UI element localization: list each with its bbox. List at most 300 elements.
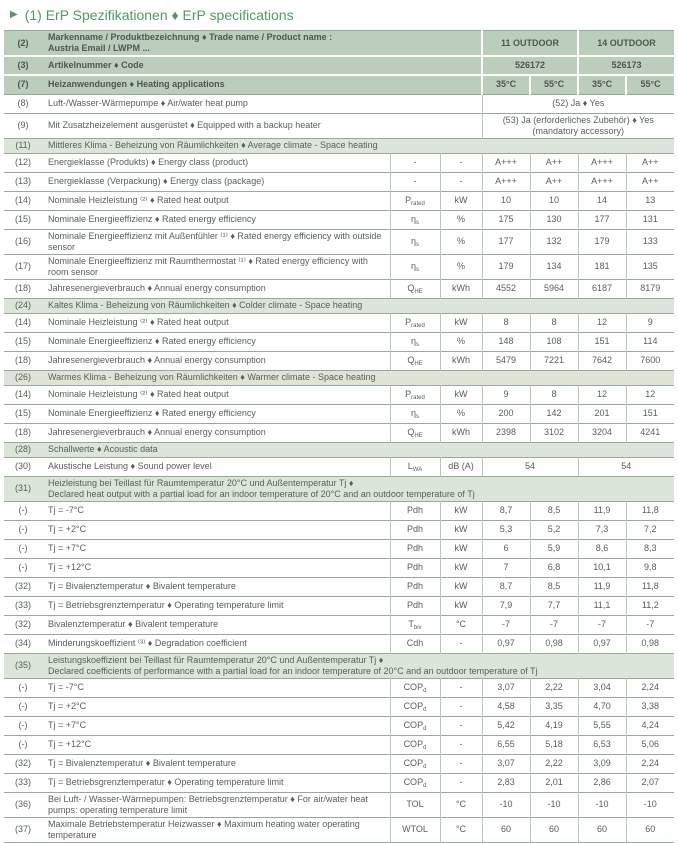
- value-cell: 4,70: [578, 697, 626, 716]
- section-row: [4, 476, 674, 501]
- value-cell: (53) Ja (erforderliches Zubehör) ♦ Yes (mandatory accessory): [482, 113, 674, 138]
- row-number: (15): [14, 408, 31, 418]
- value-cell: A++: [626, 153, 674, 172]
- row-description: Jahresenergieverbrauch ♦ Annual energy consumption: [48, 427, 266, 437]
- row-number: (2): [17, 37, 29, 48]
- table-row: [4, 423, 674, 442]
- row-number: (-): [18, 720, 28, 730]
- row-number: (11): [15, 140, 31, 150]
- table-row: [4, 596, 674, 615]
- value-cell: 142: [530, 404, 578, 423]
- row-description: Tj = -7°C: [48, 682, 84, 692]
- value-cell: (52) Ja ♦ Yes: [482, 94, 674, 113]
- value-cell: 2,01: [530, 773, 578, 792]
- symbol-cell: TOL: [390, 792, 440, 817]
- value-cell: 3102: [530, 423, 578, 442]
- table-row: [4, 191, 674, 210]
- table-row: [4, 520, 674, 539]
- unit-cell: °C: [440, 817, 482, 842]
- unit-cell: kW: [440, 596, 482, 615]
- table-row: [4, 501, 674, 520]
- value-cell: 5,18: [530, 735, 578, 754]
- symbol-cell: Pdh: [390, 520, 440, 539]
- unit-cell: °C: [440, 792, 482, 817]
- section-row: [4, 298, 674, 313]
- value-cell: -10: [626, 792, 674, 817]
- value-cell: A++: [530, 172, 578, 191]
- table-row: [4, 94, 674, 113]
- row-number: (18): [14, 283, 31, 293]
- spec-table-body: [4, 31, 674, 843]
- table-row: [4, 539, 674, 558]
- section-title: Kaltes Klima - Beheizung von Räumlichkeiten ♦ Colder climate - Space heating: [48, 300, 363, 310]
- row-description: Luft-/Wasser-Wärmepumpe ♦ Air/water heat pump: [48, 98, 248, 108]
- value-cell: 3,07: [482, 678, 530, 697]
- value-cell: 4241: [626, 423, 674, 442]
- value-cell: 12: [626, 385, 674, 404]
- value-cell: A++: [530, 153, 578, 172]
- row-number: (32): [14, 581, 31, 591]
- value-cell: 4,24: [626, 716, 674, 735]
- table-row: [4, 773, 674, 792]
- value-cell: 11,9: [578, 501, 626, 520]
- row-description: Tj = -7°C: [48, 505, 84, 515]
- row-description: Tj = +12°C: [48, 562, 92, 572]
- unit-cell: kWh: [440, 423, 482, 442]
- row-number: (14): [14, 389, 31, 399]
- value-cell: 177: [578, 210, 626, 229]
- row-number: (12): [14, 157, 31, 167]
- value-cell: 131: [626, 210, 674, 229]
- row-description: Energieklasse (Verpackung) ♦ Energy class (package): [48, 176, 265, 186]
- unit-cell: kW: [440, 558, 482, 577]
- row-number: (32): [14, 619, 31, 629]
- row-number: (9): [17, 120, 29, 130]
- row-number: (33): [14, 777, 31, 787]
- row-number: (30): [14, 461, 31, 471]
- table-row: [4, 735, 674, 754]
- value-cell: 60: [626, 817, 674, 842]
- table-row: [4, 457, 674, 476]
- row-number: (-): [18, 682, 28, 692]
- value-cell: 133: [626, 229, 674, 254]
- value-cell: 2,22: [530, 678, 578, 697]
- row-number: (7): [17, 79, 29, 90]
- row-number: (-): [18, 505, 28, 515]
- value-cell: 35°C: [578, 75, 626, 94]
- table-row: [4, 817, 674, 842]
- table-row: [4, 634, 674, 653]
- value-cell: 175: [482, 210, 530, 229]
- value-cell: 8,6: [578, 539, 626, 558]
- table-row: [4, 792, 674, 817]
- symbol-cell: Pdh: [390, 501, 440, 520]
- value-cell: 3,09: [578, 754, 626, 773]
- unit-cell: -: [440, 735, 482, 754]
- value-cell: 526173: [578, 56, 674, 75]
- unit-cell: kW: [440, 520, 482, 539]
- table-row: [4, 697, 674, 716]
- value-cell: 2,24: [626, 754, 674, 773]
- row-description: Minderungskoeffizient ⁽³⁾ ♦ Degradation coefficient: [48, 638, 247, 648]
- table-row: [4, 678, 674, 697]
- row-description: Nominale Heizleistung ⁽²⁾ ♦ Rated heat output: [48, 317, 229, 327]
- value-cell: 0,98: [626, 634, 674, 653]
- table-row: [4, 279, 674, 298]
- value-cell: 3,04: [578, 678, 626, 697]
- table-row: [4, 75, 674, 94]
- section-title: Mittleres Klima - Beheizung von Räumlichkeiten ♦ Average climate - Space heating: [48, 140, 378, 150]
- row-description: Tj = +12°C: [48, 739, 92, 749]
- value-cell: 9: [482, 385, 530, 404]
- value-cell: 12: [578, 385, 626, 404]
- value-cell: 5479: [482, 351, 530, 370]
- row-number: (28): [14, 444, 31, 454]
- value-cell: -10: [578, 792, 626, 817]
- row-description: Nominale Energieeffizienz mit Raumthermostat ⁽¹⁾ ♦ Rated energy efficiency with room sensor: [48, 255, 368, 277]
- symbol-cell: $\eta_s$: [390, 332, 440, 351]
- table-row: [4, 754, 674, 773]
- value-cell: 201: [578, 404, 626, 423]
- value-cell: 2,07: [626, 773, 674, 792]
- row-description: Nominale Energieeffizienz ♦ Rated energy efficiency: [48, 336, 256, 346]
- row-number: (14): [14, 195, 31, 205]
- symbol-cell: Pdh: [390, 577, 440, 596]
- row-number: (18): [14, 427, 31, 437]
- row-number: (15): [14, 336, 31, 346]
- symbol-cell: $COP_d$: [390, 716, 440, 735]
- page-title-text: (1) ErP Spezifikationen ♦ ErP specifications: [24, 7, 294, 23]
- section-title: Warmes Klima - Beheizung von Räumlichkeiten ♦ Warmer climate - Space heating: [48, 372, 376, 382]
- unit-cell: dB (A): [440, 457, 482, 476]
- value-cell: 10: [530, 191, 578, 210]
- value-cell: 6,8: [530, 558, 578, 577]
- value-cell: 11,9: [578, 577, 626, 596]
- value-cell: 0,97: [482, 634, 530, 653]
- row-number: (14): [14, 317, 31, 327]
- table-row: [4, 229, 674, 254]
- value-cell: 148: [482, 332, 530, 351]
- row-description: Maximale Betriebstemperatur Heizwasser ♦ Maximum heating water operating temperature: [48, 818, 360, 840]
- value-cell: -10: [482, 792, 530, 817]
- value-cell: 8,5: [530, 577, 578, 596]
- section-row: [4, 653, 674, 678]
- symbol-cell: Pdh: [390, 539, 440, 558]
- unit-cell: kW: [440, 385, 482, 404]
- section-row: [4, 442, 674, 457]
- value-cell: 8179: [626, 279, 674, 298]
- value-cell: 11,2: [626, 596, 674, 615]
- value-cell: 7600: [626, 351, 674, 370]
- value-cell: 54: [578, 457, 674, 476]
- row-description: Tj = Bivalenztemperatur ♦ Bivalent temperature: [48, 581, 236, 591]
- row-number: (18): [14, 355, 31, 365]
- value-cell: 55°C: [626, 75, 674, 94]
- unit-cell: -: [440, 716, 482, 735]
- unit-cell: %: [440, 210, 482, 229]
- value-cell: -10: [530, 792, 578, 817]
- value-cell: 9: [626, 313, 674, 332]
- symbol-cell: Cdh: [390, 634, 440, 653]
- value-cell: 7,3: [578, 520, 626, 539]
- triangle-bullet-icon: ▶: [10, 9, 18, 20]
- row-description: Jahresenergieverbrauch ♦ Annual energy consumption: [48, 355, 266, 365]
- row-description: Nominale Energieeffizienz ♦ Rated energy efficiency: [48, 214, 256, 224]
- symbol-cell: $\eta_s$: [390, 210, 440, 229]
- value-cell: 10: [482, 191, 530, 210]
- unit-cell: kW: [440, 313, 482, 332]
- row-number: (24): [14, 300, 31, 310]
- value-cell: 14: [578, 191, 626, 210]
- row-description: Tj = +2°C: [48, 524, 87, 534]
- row-number: (35): [14, 660, 31, 670]
- value-cell: 10,1: [578, 558, 626, 577]
- table-row: [4, 113, 674, 138]
- unit-cell: %: [440, 254, 482, 279]
- unit-cell: %: [440, 404, 482, 423]
- unit-cell: -: [440, 153, 482, 172]
- symbol-cell: $\eta_s$: [390, 254, 440, 279]
- row-number: (13): [14, 176, 31, 186]
- row-number: (31): [14, 483, 31, 493]
- unit-cell: -: [440, 634, 482, 653]
- row-number: (26): [14, 372, 31, 382]
- erp-spec-table: [4, 30, 674, 843]
- value-cell: A+++: [482, 172, 530, 191]
- value-cell: 132: [530, 229, 578, 254]
- value-cell: 135: [626, 254, 674, 279]
- value-cell: 8,3: [626, 539, 674, 558]
- value-cell: 6: [482, 539, 530, 558]
- value-cell: A+++: [578, 153, 626, 172]
- value-cell: 3,35: [530, 697, 578, 716]
- table-row: [4, 153, 674, 172]
- value-cell: A++: [626, 172, 674, 191]
- value-cell: 7,7: [530, 596, 578, 615]
- table-row: [4, 716, 674, 735]
- symbol-cell: $COP_d$: [390, 735, 440, 754]
- value-cell: 4,58: [482, 697, 530, 716]
- table-row: [4, 56, 674, 75]
- symbol-cell: Pdh: [390, 596, 440, 615]
- value-cell: 60: [482, 817, 530, 842]
- symbol-cell: $Q_{HE}$: [390, 351, 440, 370]
- row-number: (33): [14, 600, 31, 610]
- unit-cell: kW: [440, 501, 482, 520]
- value-cell: 177: [482, 229, 530, 254]
- table-row: [4, 332, 674, 351]
- row-description: Bivalenztemperatur ♦ Bivalent temperature: [48, 619, 219, 629]
- table-row: [4, 351, 674, 370]
- value-cell: 108: [530, 332, 578, 351]
- row-number: (32): [14, 758, 31, 768]
- symbol-cell: $P_{rated}$: [390, 313, 440, 332]
- value-cell: 4,19: [530, 716, 578, 735]
- symbol-cell: $COP_d$: [390, 678, 440, 697]
- value-cell: -7: [578, 615, 626, 634]
- value-cell: -7: [482, 615, 530, 634]
- row-number: (34): [14, 638, 31, 648]
- value-cell: 60: [578, 817, 626, 842]
- symbol-cell: WTOL: [390, 817, 440, 842]
- row-number: (3): [17, 60, 29, 70]
- symbol-cell: $L_{WA}$: [390, 457, 440, 476]
- value-cell: 200: [482, 404, 530, 423]
- row-number: (16): [14, 236, 31, 246]
- table-row: [4, 385, 674, 404]
- table-row: [4, 615, 674, 634]
- value-cell: 14 OUTDOOR: [578, 31, 674, 57]
- value-cell: 8,5: [530, 501, 578, 520]
- unit-cell: -: [440, 172, 482, 191]
- value-cell: 8: [530, 385, 578, 404]
- row-description: Heizanwendungen ♦ Heating applications: [48, 79, 225, 90]
- value-cell: 0,98: [530, 634, 578, 653]
- row-number: (-): [18, 562, 28, 572]
- value-cell: 7: [482, 558, 530, 577]
- row-description: Nominale Energieeffizienz ♦ Rated energy efficiency: [48, 408, 256, 418]
- value-cell: 114: [626, 332, 674, 351]
- unit-cell: %: [440, 332, 482, 351]
- value-cell: 5,42: [482, 716, 530, 735]
- value-cell: 151: [626, 404, 674, 423]
- value-cell: 35°C: [482, 75, 530, 94]
- value-cell: 7,9: [482, 596, 530, 615]
- value-cell: 5964: [530, 279, 578, 298]
- value-cell: 12: [578, 313, 626, 332]
- row-number: (37): [14, 824, 31, 834]
- symbol-cell: $P_{rated}$: [390, 191, 440, 210]
- section-title: Heizleistung bei Teillast für Raumtemperatur 20°C und Außentemperatur Tj ♦ Declared heat output with a partial load for an indoor temperature of 20°C and an outdoor temperature of Tj: [48, 477, 475, 499]
- section-row: [4, 370, 674, 385]
- value-cell: 5,2: [530, 520, 578, 539]
- value-cell: 6187: [578, 279, 626, 298]
- row-number: (15): [14, 214, 31, 224]
- row-number: (8): [17, 98, 29, 108]
- row-description: Energieklasse (Produkts) ♦ Energy class (product): [48, 157, 249, 167]
- value-cell: 3,38: [626, 697, 674, 716]
- section-title: Schallwerte ♦ Acoustic data: [48, 444, 158, 454]
- unit-cell: -: [440, 697, 482, 716]
- row-number: (-): [18, 543, 28, 553]
- unit-cell: -: [440, 773, 482, 792]
- value-cell: 179: [482, 254, 530, 279]
- symbol-cell: $P_{rated}$: [390, 385, 440, 404]
- table-row: [4, 254, 674, 279]
- row-description: Artikelnummer ♦ Code: [48, 60, 144, 70]
- value-cell: A+++: [482, 153, 530, 172]
- value-cell: 2,86: [578, 773, 626, 792]
- unit-cell: kWh: [440, 279, 482, 298]
- row-description: Nominale Energieeffizienz mit Außenfühler ⁽¹⁾ ♦ Rated energy efficiency with outside sensor: [48, 230, 382, 252]
- value-cell: 2398: [482, 423, 530, 442]
- symbol-cell: $\eta_s$: [390, 229, 440, 254]
- symbol-cell: $COP_d$: [390, 773, 440, 792]
- unit-cell: kW: [440, 539, 482, 558]
- value-cell: 2,83: [482, 773, 530, 792]
- row-description: Akustische Leistung ♦ Sound power level: [48, 461, 212, 471]
- row-description: Tj = +7°C: [48, 543, 87, 553]
- symbol-cell: $COP_d$: [390, 697, 440, 716]
- symbol-cell: $T_{biv}$: [390, 615, 440, 634]
- row-description: Nominale Heizleistung ⁽²⁾ ♦ Rated heat output: [48, 195, 229, 205]
- unit-cell: kW: [440, 577, 482, 596]
- value-cell: 13: [626, 191, 674, 210]
- value-cell: 2,24: [626, 678, 674, 697]
- unit-cell: -: [440, 754, 482, 773]
- section-row: [4, 138, 674, 153]
- symbol-cell: $Q_{HE}$: [390, 279, 440, 298]
- table-row: [4, 404, 674, 423]
- unit-cell: kW: [440, 191, 482, 210]
- value-cell: 8: [482, 313, 530, 332]
- symbol-cell: -: [390, 153, 440, 172]
- symbol-cell: -: [390, 172, 440, 191]
- value-cell: 11,8: [626, 501, 674, 520]
- row-description: Tj = Betriebsgrenztemperatur ♦ Operating temperature limit: [48, 600, 284, 610]
- value-cell: 2,22: [530, 754, 578, 773]
- value-cell: 4552: [482, 279, 530, 298]
- value-cell: 134: [530, 254, 578, 279]
- table-row: [4, 31, 674, 57]
- row-description: Bei Luft- / Wasser-Wärmepumpen: Betriebsgrenztemperatur ♦ For air/water heat pumps: operating temperature limit: [48, 793, 368, 815]
- row-number: (17): [14, 261, 31, 271]
- symbol-cell: Pdh: [390, 558, 440, 577]
- value-cell: 3,07: [482, 754, 530, 773]
- row-number: (-): [18, 739, 28, 749]
- row-description: Tj = +7°C: [48, 720, 87, 730]
- value-cell: 130: [530, 210, 578, 229]
- value-cell: 11,8: [626, 577, 674, 596]
- value-cell: 0,97: [578, 634, 626, 653]
- value-cell: 8,7: [482, 577, 530, 596]
- value-cell: 60: [530, 817, 578, 842]
- unit-cell: %: [440, 229, 482, 254]
- unit-cell: -: [440, 678, 482, 697]
- row-description: Jahresenergieverbrauch ♦ Annual energy consumption: [48, 283, 266, 293]
- value-cell: 5,3: [482, 520, 530, 539]
- value-cell: 11,1: [578, 596, 626, 615]
- row-description: Markenname / Produktbezeichnung ♦ Trade name / Product name : Austria Email / LWPM ...: [48, 32, 333, 53]
- row-description: Tj = Betriebsgrenztemperatur ♦ Operating temperature limit: [48, 777, 284, 787]
- value-cell: A+++: [578, 172, 626, 191]
- row-number: (36): [14, 799, 31, 809]
- row-description: Tj = Bivalenztemperatur ♦ Bivalent temperature: [48, 758, 236, 768]
- value-cell: -7: [530, 615, 578, 634]
- value-cell: 6,53: [578, 735, 626, 754]
- value-cell: 179: [578, 229, 626, 254]
- table-row: [4, 558, 674, 577]
- symbol-cell: $\eta_s$: [390, 404, 440, 423]
- section-title: Leistungskoeffizient bei Teillast für Raumtemperatur 20°C und Außentemperatur Tj ♦ Declared coefficients of performance with a partial load for an indoor temperature of 20°C and an outdoor temperature of Tj: [48, 654, 538, 676]
- table-row: [4, 172, 674, 191]
- value-cell: 6,55: [482, 735, 530, 754]
- value-cell: 11 OUTDOOR: [482, 31, 578, 57]
- value-cell: 526172: [482, 56, 578, 75]
- value-cell: 55°C: [530, 75, 578, 94]
- symbol-cell: $Q_{HE}$: [390, 423, 440, 442]
- value-cell: 8: [530, 313, 578, 332]
- unit-cell: kWh: [440, 351, 482, 370]
- page-title: [10, 7, 678, 23]
- row-description: Nominale Heizleistung ⁽²⁾ ♦ Rated heat output: [48, 389, 229, 399]
- value-cell: 3204: [578, 423, 626, 442]
- value-cell: 5,06: [626, 735, 674, 754]
- symbol-cell: $COP_d$: [390, 754, 440, 773]
- value-cell: 5,55: [578, 716, 626, 735]
- value-cell: 9,8: [626, 558, 674, 577]
- value-cell: 8,7: [482, 501, 530, 520]
